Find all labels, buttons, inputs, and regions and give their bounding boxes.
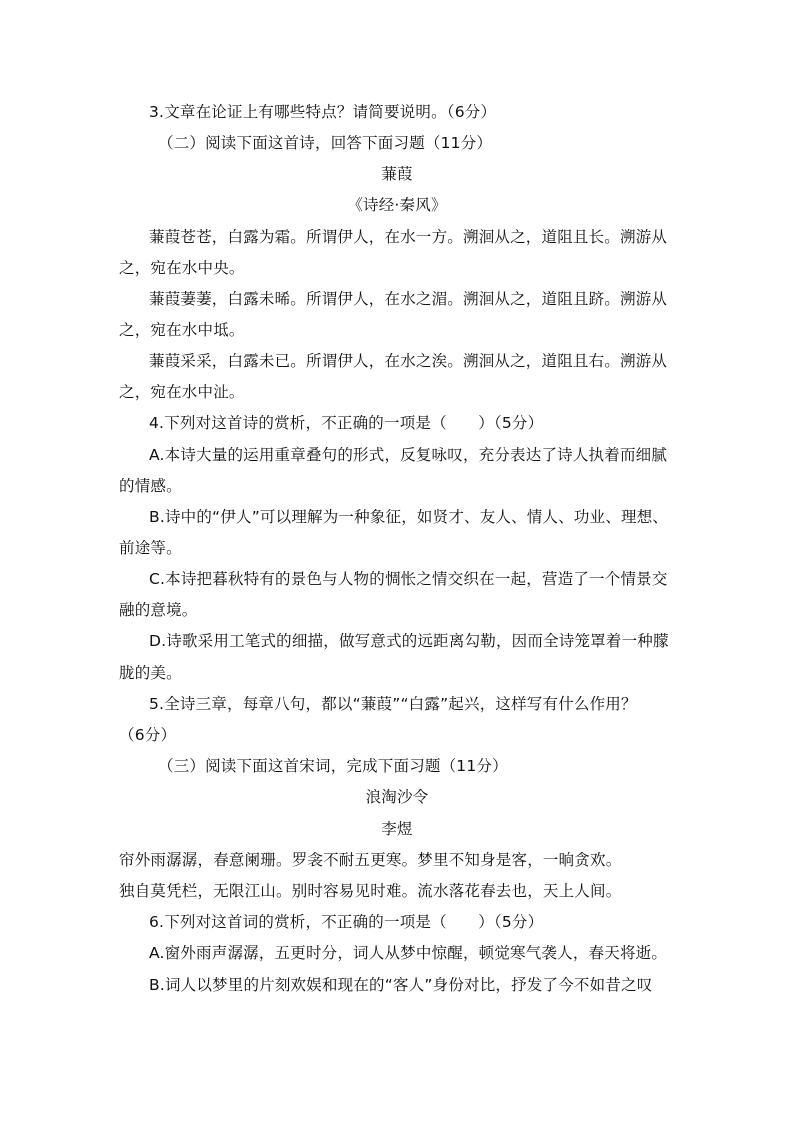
- question-4-option-d-line-2: 胧的美。: [119, 664, 182, 682]
- poem-2-line-1: 帘外雨潺潺，春意阑珊。罗衾不耐五更寒。梦里不知身是客，一晌贪欢。: [119, 851, 622, 869]
- question-4-option-c-line-1: C.本诗把暮秋特有的景色与人物的惆怅之情交织在一起，营造了一个情景交: [149, 570, 668, 588]
- poem-1-stanza-1-line-2: 之，宛在水中央。: [119, 259, 245, 277]
- poem-1-stanza-1-line-1: 蒹葭苍苍，白露为霜。所谓伊人，在水一方。溯洄从之，道阻且长。溯游从: [149, 228, 668, 246]
- question-4-option-d-line-1: D.诗歌采用工笔式的细描，做写意式的远距离勾勒，因而全诗笼罩着一种朦: [149, 632, 669, 650]
- question-6-stem: 6.下列对这首词的赏析，不正确的一项是（ ）（5分）: [149, 913, 544, 931]
- section-2-header: （二）阅读下面这首诗，回答下面习题（11分）: [158, 134, 493, 152]
- question-4-option-a-line-2: 的情感。: [119, 477, 182, 495]
- question-5-line-2: （6分）: [119, 726, 177, 744]
- section-3-header: （三）阅读下面这首宋词，完成下面习题（11分）: [158, 757, 508, 775]
- question-4-option-b-line-2: 前途等。: [119, 539, 182, 557]
- poem-1-stanza-3-line-2: 之，宛在水中沚。: [119, 383, 245, 401]
- question-4-option-c-line-2: 融的意境。: [119, 601, 198, 619]
- poem-1-stanza-3-line-1: 蒹葭采采，白露未已。所谓伊人，在水之涘。溯洄从之，道阻且右。溯游从: [149, 352, 668, 370]
- question-5-line-1: 5.全诗三章，每章八句，都以“蒹葭”“白露”起兴，这样写有什么作用？: [149, 695, 637, 713]
- poem-1-source: 《诗经·秦风》: [347, 196, 447, 214]
- question-6-option-a: A.窗外雨声潺潺，五更时分，词人从梦中惊醒，顿觉寒气袭人，春天将逝。: [149, 944, 668, 962]
- question-4-option-b-line-1: B.诗中的“伊人”可以理解为一种象征，如贤才、友人、情人、功业、理想、: [149, 508, 669, 526]
- poem-1-stanza-2-line-2: 之，宛在水中坻。: [119, 321, 245, 339]
- question-4-stem: 4.下列对这首诗的赏析，不正确的一项是（ ）（5分）: [149, 414, 544, 432]
- question-4-option-a-line-1: A.本诗大量的运用重章叠句的形式，反复咏叹，充分表达了诗人执着而细腻: [149, 446, 668, 464]
- poem-2-title: 浪淘沙令: [365, 788, 429, 806]
- poem-1-title: 蒹葭: [381, 165, 413, 183]
- question-6-option-b: B.词人以梦里的片刻欢娱和现在的“客人”身份对比，抒发了今不如昔之叹: [149, 976, 653, 994]
- poem-1-stanza-2-line-1: 蒹葭萋萋，白露未晞。所谓伊人，在水之湄。溯洄从之，道阻且跻。溯游从: [149, 290, 668, 308]
- poem-2-line-2: 独自莫凭栏，无限江山。别时容易见时难。流水落花春去也，天上人间。: [119, 882, 622, 900]
- poem-2-author: 李煜: [381, 820, 413, 838]
- question-3: 3.文章在论证上有哪些特点？请简要说明。（6分）: [149, 103, 497, 121]
